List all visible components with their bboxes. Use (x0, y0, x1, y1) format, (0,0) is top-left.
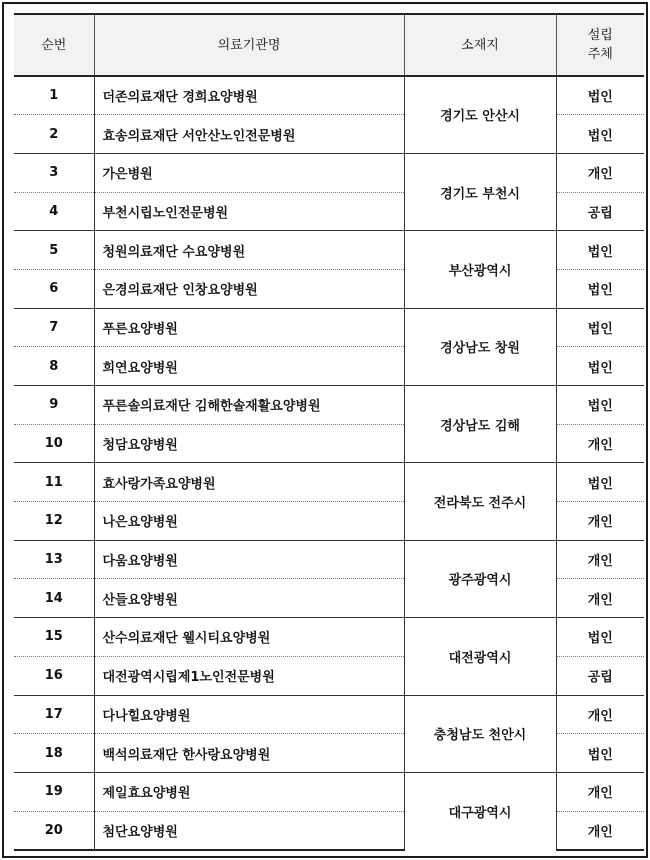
location-cell: 충청남도 천안시 (404, 695, 556, 772)
location-cell: 대전광역시 (404, 618, 556, 695)
founding-type: 법인 (556, 463, 644, 502)
table-row (14, 308, 644, 347)
founding-type: 개인 (556, 772, 644, 811)
table-row (14, 772, 644, 811)
table-row (14, 386, 644, 425)
founding-type: 개인 (556, 579, 644, 618)
table-row (14, 618, 644, 657)
header-row (14, 14, 644, 76)
table-row (14, 540, 644, 579)
table-header (14, 14, 644, 76)
row-number: 8 (14, 347, 94, 386)
row-number: 19 (14, 772, 94, 811)
hospital-name: 효사랑가족요양병원 (94, 463, 404, 502)
table-row (14, 463, 644, 502)
founding-type: 법인 (556, 115, 644, 154)
hospital-name: 푸른요양병원 (94, 308, 404, 347)
founding-type: 법인 (556, 734, 644, 773)
row-number: 2 (14, 115, 94, 154)
header-type (556, 14, 644, 76)
document-frame (2, 2, 648, 858)
hospital-name: 은경의료재단 인창요양병원 (94, 269, 404, 308)
founding-type: 개인 (556, 502, 644, 541)
row-number: 14 (14, 579, 94, 618)
founding-type: 개인 (556, 153, 644, 192)
founding-type: 법인 (556, 308, 644, 347)
hospital-name: 산수의료재단 웰시티요양병원 (94, 618, 404, 657)
table-row (14, 76, 644, 115)
location-cell: 대구광역시 (404, 772, 556, 849)
header-type-line2: 주체 (587, 47, 613, 62)
founding-type: 법인 (556, 618, 644, 657)
row-number: 17 (14, 695, 94, 734)
hospital-name: 효송의료재단 서안산노인전문병원 (94, 115, 404, 154)
hospital-name: 청원의료재단 수요양병원 (94, 231, 404, 270)
founding-type: 공립 (556, 656, 644, 695)
hospital-name: 나은요양병원 (94, 502, 404, 541)
hospital-name: 가은병원 (94, 153, 404, 192)
row-number: 7 (14, 308, 94, 347)
row-number: 6 (14, 269, 94, 308)
header-location: 소재지 (404, 14, 556, 76)
location-cell: 경기도 부천시 (404, 153, 556, 230)
row-number: 16 (14, 656, 94, 695)
row-number: 3 (14, 153, 94, 192)
row-number: 12 (14, 502, 94, 541)
founding-type: 개인 (556, 695, 644, 734)
hospital-name: 다움요양병원 (94, 540, 404, 579)
hospital-name: 푸른솔의료재단 김해한솔재활요양병원 (94, 386, 404, 425)
location-cell: 경상남도 창원 (404, 308, 556, 385)
hospital-name: 첨단요양병원 (94, 811, 404, 850)
founding-type: 개인 (556, 540, 644, 579)
location-cell: 전라북도 전주시 (404, 463, 556, 540)
founding-type: 개인 (556, 424, 644, 463)
hospital-name: 다나힐요양병원 (94, 695, 404, 734)
founding-type: 법인 (556, 76, 644, 115)
hospital-name: 청담요양병원 (94, 424, 404, 463)
founding-type: 법인 (556, 386, 644, 425)
row-number: 15 (14, 618, 94, 657)
founding-type: 법인 (556, 347, 644, 386)
row-number: 13 (14, 540, 94, 579)
hospital-name: 제일효요양병원 (94, 772, 404, 811)
header-type-line1: 설립 (587, 28, 613, 43)
row-number: 18 (14, 734, 94, 773)
hospital-name: 희연요양병원 (94, 347, 404, 386)
founding-type: 법인 (556, 231, 644, 270)
hospital-name: 더존의료재단 경희요양병원 (94, 76, 404, 115)
location-cell: 경기도 안산시 (404, 76, 556, 153)
row-number: 20 (14, 811, 94, 850)
row-number: 4 (14, 192, 94, 231)
founding-type: 법인 (556, 269, 644, 308)
location-cell: 부산광역시 (404, 231, 556, 308)
row-number: 1 (14, 76, 94, 115)
founding-type: 개인 (556, 811, 644, 850)
row-number: 10 (14, 424, 94, 463)
hospital-table (14, 13, 644, 851)
table-body (14, 76, 644, 850)
hospital-name: 산들요양병원 (94, 579, 404, 618)
table-row (14, 231, 644, 270)
table-row (14, 695, 644, 734)
location-cell: 경상남도 김해 (404, 386, 556, 463)
hospital-name: 백석의료재단 한사랑요양병원 (94, 734, 404, 773)
header-name: 의료기관명 (94, 14, 404, 76)
row-number: 5 (14, 231, 94, 270)
location-cell: 광주광역시 (404, 540, 556, 617)
header-num: 순번 (14, 14, 94, 76)
hospital-name: 부천시립노인전문병원 (94, 192, 404, 231)
row-number: 11 (14, 463, 94, 502)
row-number: 9 (14, 386, 94, 425)
hospital-name: 대전광역시립제1노인전문병원 (94, 656, 404, 695)
table-row (14, 153, 644, 192)
founding-type: 공립 (556, 192, 644, 231)
